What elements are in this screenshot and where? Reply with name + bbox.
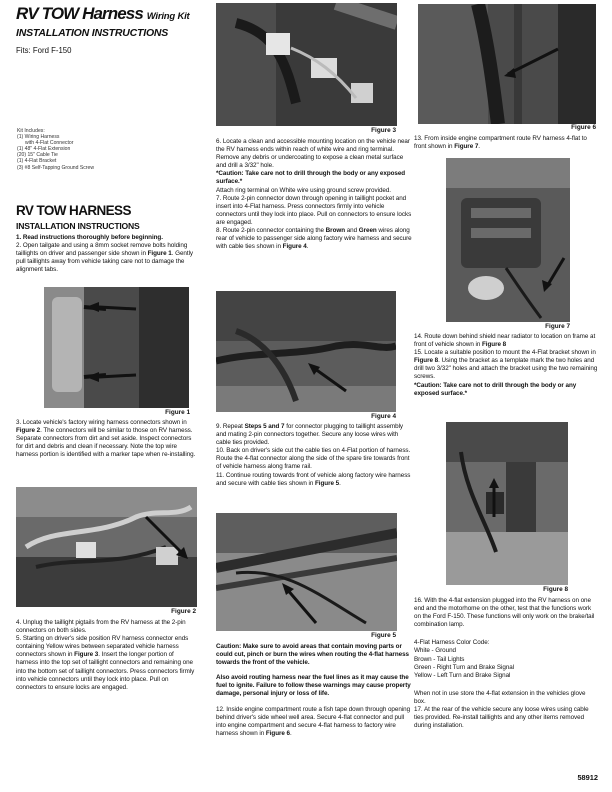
step-1: 1. Read instructions thoroughly before beginning. bbox=[16, 234, 163, 241]
steps-14-15 bbox=[414, 333, 598, 398]
step-8-and: and bbox=[345, 227, 359, 235]
figure-4-photo bbox=[216, 291, 396, 412]
figure-1-caption: Figure 1 bbox=[165, 409, 190, 416]
step-9-text: 9. Repeat bbox=[216, 423, 245, 430]
page-title: INSTALLATION INSTRUCTIONS bbox=[16, 27, 169, 39]
step-3-text-end: . The connectors will be similar to those on RV harness. Separate connectors from dirt and set aside. Inspect connectors for dirt and debris and clean if necessary. Note the top wire harness portion is identified with a marker tape when re-installing. bbox=[16, 427, 196, 459]
step-6: 6. Locate a clean and accessible mounting location on the vehicle near the RV harness ends within reach of white wire and ring terminal. Remove any debris or undercoating to expose a clean metal surface and drill a 3/32" hole. bbox=[216, 138, 410, 170]
figure-5-caption: Figure 5 bbox=[371, 632, 396, 639]
step-2 bbox=[16, 242, 196, 274]
steps-16-17 bbox=[414, 597, 598, 730]
step-13-text: 13. From inside engine compartment route RV harness 4-flat to front shown in bbox=[414, 135, 587, 151]
wire-brown: Brown bbox=[325, 227, 346, 235]
color-code-item: Green - Right Turn and Brake Signal bbox=[414, 663, 515, 671]
step-3-text: 3. Locate vehicle's factory wiring harness connectors shown in bbox=[16, 419, 187, 426]
step-14 bbox=[414, 333, 598, 349]
figure-5-photo bbox=[216, 513, 397, 631]
caution-fuel-lines: Also avoid routing harness near the fuel lines as it may cause the fuel to ignite. Failure to follow these warnings may cause property damage, personal injury or loss of life. bbox=[216, 674, 411, 698]
step-8-text-end: wires along rear of vehicle to passenger side along factory wire harness and secure with cable ties shown in bbox=[216, 227, 412, 251]
kit-item: (20) 15" Cable Tie bbox=[17, 152, 58, 159]
kit-item: Kit Includes: bbox=[17, 128, 45, 134]
figure-ref: Figure 5 bbox=[315, 479, 340, 487]
figure-2-photo bbox=[16, 487, 197, 607]
step-2-text: 2. Open tailgate and using a 8mm socket remove bolts holding taillights on driver and passenger side shown in bbox=[16, 242, 188, 258]
kit-item: (1) 48" 4-Flat Extension bbox=[17, 146, 71, 153]
figure-8-photo bbox=[446, 422, 568, 585]
step-15-text-end: . Using the bracket as a template mark the two holes and drill two 3/32" holes and attach the bracket using the two remaining screws. bbox=[414, 357, 598, 381]
color-code-item: Brown - Tail Lights bbox=[414, 655, 465, 663]
storage-note: When not in use store the 4-flat extension in the vehicles glove box. bbox=[414, 689, 586, 705]
section-subtitle: INSTALLATION INSTRUCTIONS bbox=[16, 221, 140, 231]
step-4: 4. Unplug the taillight pigtails from the RV harness at the 2-pin connectors on both sides. bbox=[16, 619, 186, 635]
color-code-item: White - Ground bbox=[414, 647, 456, 655]
steps-4-5 bbox=[16, 619, 197, 692]
step-2-text-end: . Gently pull taillights away from vehicle taking care not to damage the alignment tabs. bbox=[16, 250, 194, 274]
kit-item: (1) 4-Flat Bracket bbox=[17, 158, 57, 165]
wire-green: Green bbox=[358, 227, 377, 235]
warnings-and-step-12 bbox=[216, 643, 412, 738]
step-16: 16. With the 4-flat extension plugged into the RV harness on one end and the motorhome on the other, test that the functions work on the Ford F-150. These functions will only work on the brake/tail combination lamp. bbox=[414, 597, 595, 629]
steps-1-2 bbox=[16, 234, 196, 274]
figure-ref: Figure 7 bbox=[454, 143, 479, 151]
part-number: 58912 bbox=[577, 773, 598, 782]
step-15-text: 15. Locate a suitable position to mount the 4-Flat bracket shown in bbox=[414, 349, 596, 357]
section-title: RV TOW HARNESS bbox=[16, 203, 131, 218]
steps-9-11 bbox=[216, 423, 412, 488]
figure-ref: Figure 6 bbox=[265, 729, 290, 737]
kit-item: (1) Wiring Harness bbox=[17, 134, 60, 141]
step-7: 7. Route 2-pin connector down through opening in taillight pocket and insert into 4-Flat harness. Press connectors firmly into vehicle connectors until they lock into place. Pull on connectors to ensure locks are engaged. bbox=[216, 194, 412, 226]
color-code-title: 4-Flat Harness Color Code: bbox=[414, 639, 490, 647]
kit-item: with 4-Flat Connector bbox=[25, 140, 74, 147]
brand-name: RV TOW Harness bbox=[16, 4, 143, 23]
step-9-text-end: for connector plugging to taillight assembly and mating 2-pin connectors together. Secure any loose wires with cable ties provided. bbox=[216, 423, 404, 447]
fits-label: Fits: Ford F-150 bbox=[16, 46, 72, 55]
step-8: 8. Route 2-pin connector containing the Brown and Green wires along rear of vehicle to passenger side along factory wire harness and secure with cable ties shown in Figure 4. bbox=[216, 227, 412, 251]
steps-6-8 bbox=[216, 138, 412, 251]
step-ref: Steps 5 and 7 bbox=[244, 423, 285, 430]
figure-7-photo bbox=[446, 158, 570, 322]
step-15 bbox=[414, 349, 598, 381]
figure-ref: Figure 4 bbox=[282, 243, 307, 251]
step-11-text: 11. Continue routing towards front of vehicle along factory wire harness and secure with cable ties shown in bbox=[216, 471, 411, 487]
figure-3-photo bbox=[216, 3, 397, 126]
figure-8-caption: Figure 8 bbox=[543, 586, 568, 593]
step-10: 10. Back on driver's side cut the cable ties on 4-Flat portion of harness. Route the 4-flat connector along the side of the spare tire towards front of vehicle harness along frame rail. bbox=[216, 447, 411, 471]
figure-3-caption: Figure 3 bbox=[371, 127, 396, 134]
kit-includes-list bbox=[17, 128, 94, 171]
brand-subtitle: Wiring Kit bbox=[146, 11, 190, 22]
figure-7-caption: Figure 7 bbox=[545, 323, 570, 330]
kit-item: (3) #8 Self-Tapping Ground Screw bbox=[17, 164, 95, 171]
brand-title bbox=[16, 4, 190, 24]
caution-drill-2: *Caution: Take care not to drill through the body or any exposed surface.* bbox=[414, 381, 577, 397]
step-6-attach: Attach ring terminal on White wire using ground screw provided. bbox=[216, 186, 391, 194]
step-5-text-end: . Insert the longer portion of harness into the top set of taillight connectors and remaining one into the bottom set of taillight connectors. Press connectors firmly into vehicle connectors until they lock into place. Pull on connectors to ensure locks are engaged. bbox=[16, 651, 195, 691]
step-17: 17. At the rear of the vehicle secure any loose wires using cable ties provided. Re-install taillights and any other items removed during installation. bbox=[414, 706, 589, 730]
figure-4-caption: Figure 4 bbox=[371, 413, 396, 420]
step-12-text: 12. Inside engine compartment route a fish tape down through opening behind driver's side wheel well area. Secure 4-flat connector and pull into engine compartment and secure 4-flat harness to factory wire harness shown in bbox=[216, 705, 411, 737]
caution-routing: Caution: Make sure to avoid areas that contain moving parts or could cut, pinch or burn the wires when routing the 4-flat harness towards the front of the vehicle. bbox=[216, 643, 409, 667]
caution-drill: *Caution: Take care not to drill through the body or any exposed surface.* bbox=[216, 170, 406, 186]
figure-ref: Figure 2 bbox=[16, 427, 41, 435]
step-14-text: 14. Route down behind shield near radiator to location on frame at front of vehicle shown in bbox=[414, 333, 596, 349]
figure-ref: Figure 8 bbox=[414, 357, 439, 365]
color-code-item: Yellow - Left Turn and Brake Signal bbox=[414, 671, 511, 679]
step-5-text: 5. Starting on driver's side position RV harness connector ends containing Yellow wires between separated vehicle harness connectors shown in bbox=[16, 635, 189, 659]
figure-6-photo bbox=[418, 4, 596, 124]
figure-1-photo bbox=[44, 287, 189, 408]
step-11: 11. Continue routing towards front of vehicle along factory wire harness and secure with cable ties shown in Figure 5. bbox=[216, 471, 411, 487]
step-3 bbox=[16, 419, 196, 459]
step-12: 12. Inside engine compartment route a fish tape down through opening behind driver's side wheel well area. Secure 4-flat connector and pull into engine compartment and secure 4-flat harness to factory wire harness shown in Figure 6. bbox=[216, 705, 411, 737]
figure-6-caption: Figure 6 bbox=[571, 124, 596, 131]
figure-2-caption: Figure 2 bbox=[171, 608, 196, 615]
figure-ref: Figure 8 bbox=[482, 341, 507, 349]
figure-ref: Figure 1 bbox=[147, 250, 172, 258]
step-5 bbox=[16, 635, 197, 692]
figure-ref: Figure 3 bbox=[74, 651, 99, 659]
step-9 bbox=[216, 423, 412, 447]
step-13: 13. From inside engine compartment route RV harness 4-flat to front shown in Figure 7. bbox=[414, 135, 587, 151]
step-8-text: 8. Route 2-pin connector containing the bbox=[216, 227, 326, 235]
